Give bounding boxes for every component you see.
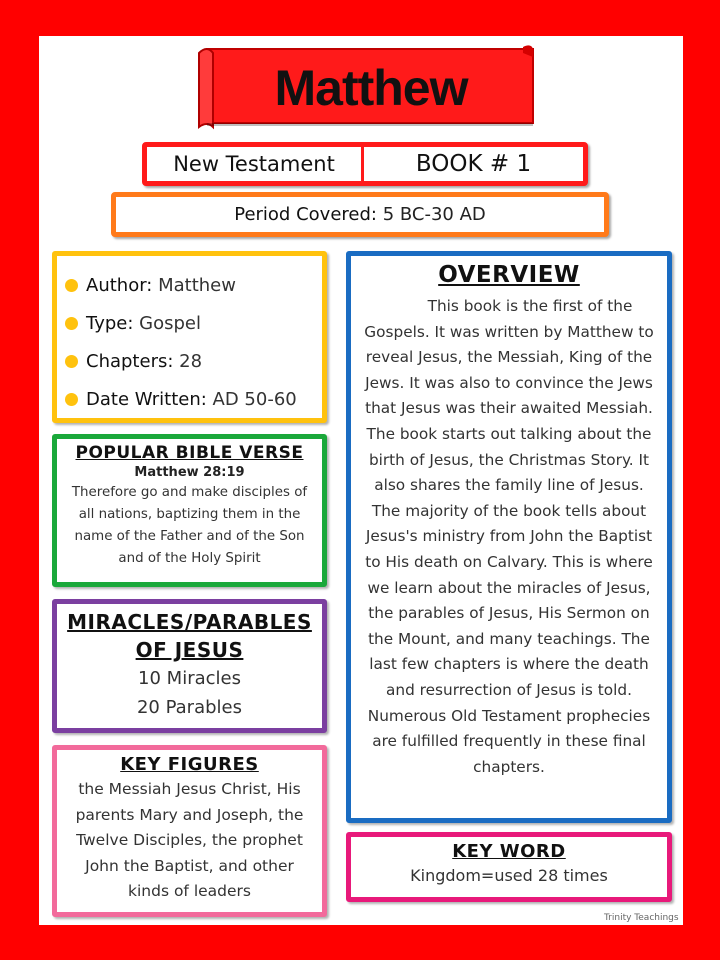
info-label: Date Written: (86, 388, 207, 410)
period-bar (111, 192, 609, 237)
miracles-heading: MIRACLES/PARABLES OF JESUS (67, 610, 312, 662)
info-value: Gospel (133, 312, 201, 334)
testament-label: New Testament (147, 147, 364, 181)
page-title: Matthew (274, 60, 468, 116)
overview-text: This book is the first of the Gospels. It was written by Matthew to reveal Jesus, the Messiah, King of the Jews. It was also to convince the Jews that Jesus was their awaited Messiah. The book starts out talking about the birth of Jesus, the Christmas Story. It also shares the family line of Jesus. The majority of the book tells about Jesus's ministry from John the Baptist to His death on Calvary. This is where we learn about the miracles of Jesus, the parables of Jesus, His Sermon on the Mount, and many teachings. The last few chapters is where the death and resurrection of Jesus is told. Numerous Old Testament prophecies are fulfilled frequently in these final chapters. (364, 297, 654, 776)
verse-reference: Matthew 28:19 (134, 465, 245, 480)
bullet-dot-icon (65, 393, 78, 406)
period-value: 5 BC-30 AD (376, 204, 486, 225)
info-label: Chapters: (86, 350, 174, 372)
key-figures-text: the Messiah Jesus Christ, His parents Mary and Joseph, the Twelve Disciples, the prophet John the Baptist, and other kinds of leaders (75, 780, 304, 900)
info-value: 28 (173, 350, 203, 372)
period-label: Period Covered: (234, 204, 377, 225)
overview-heading: OVERVIEW (438, 262, 580, 288)
testament-bar (142, 142, 588, 186)
info-box (52, 251, 327, 423)
info-value: AD 50-60 (206, 388, 297, 410)
credit-text: Trinity Teachings (604, 913, 679, 923)
key-figures-box (52, 745, 327, 917)
info-label: Author: (86, 274, 153, 296)
bullet-dot-icon (65, 355, 78, 368)
popular-verse-heading: POPULAR BIBLE VERSE (75, 443, 304, 463)
info-item-date-written (65, 380, 314, 418)
key-figures-heading: KEY FIGURES (120, 754, 259, 775)
key-word-text: Kingdom=used 28 times (410, 866, 608, 885)
bullet-dot-icon (65, 279, 78, 292)
title-banner (197, 43, 535, 131)
key-word-box (346, 832, 672, 902)
book-number: BOOK # 1 (415, 151, 532, 177)
miracles-count: 10 Miracles (138, 668, 241, 689)
popular-verse-box (52, 434, 327, 587)
info-label: Type: (86, 312, 134, 334)
info-value: Matthew (152, 274, 236, 296)
verse-text: Therefore go and make disciples of all nations, baptizing them in the name of the Father and of the Son and of the Holy Spirit (71, 485, 308, 566)
key-word-heading: KEY WORD (452, 841, 566, 862)
parables-count: 20 Parables (136, 697, 242, 718)
miracles-parables-box (52, 599, 327, 733)
info-item-chapters (65, 342, 314, 380)
info-item-author (65, 266, 314, 304)
bullet-dot-icon (65, 317, 78, 330)
info-item-type (65, 304, 314, 342)
overview-box (346, 251, 672, 823)
